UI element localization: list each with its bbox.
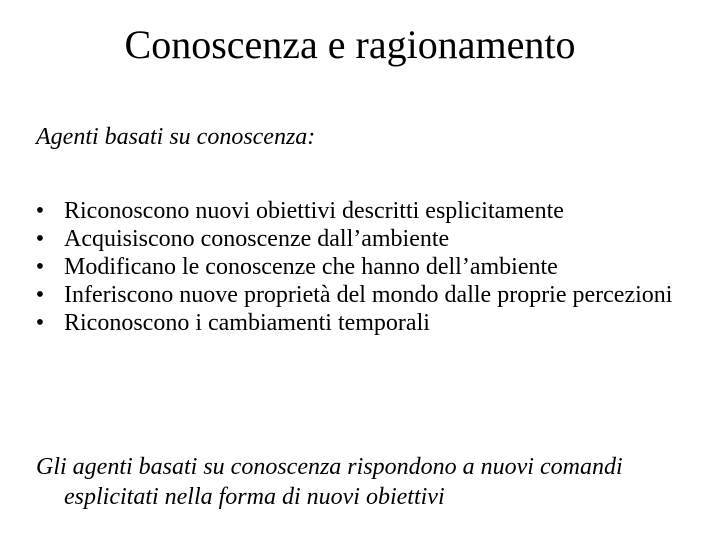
bullet-item <box>36 253 676 281</box>
bullet-item <box>36 197 676 225</box>
bullet-item <box>36 225 676 253</box>
bullet-text: Acquisiscono conoscenze dall’ambiente <box>64 226 450 252</box>
slide-title: Conoscenza e ragionamento <box>124 22 576 67</box>
bullet-icon: • <box>35 198 45 224</box>
intro-text: Agenti basati su conoscenza: <box>36 124 316 150</box>
bullet-item <box>36 309 676 337</box>
bullet-text: Inferiscono nuove proprietà del mondo dalle proprie percezioni <box>64 282 673 308</box>
bullet-icon: • <box>35 254 45 280</box>
bullet-text: Riconoscono i cambiamenti temporali <box>64 310 430 336</box>
bullet-icon: • <box>35 310 45 336</box>
bullet-list <box>36 197 676 337</box>
bullet-icon: • <box>35 282 45 308</box>
bullet-icon: • <box>35 226 45 252</box>
bullet-item <box>36 281 676 309</box>
bullet-text: Modificano le conoscenze che hanno dell’ambiente <box>64 254 558 280</box>
closing-text: Gli agenti basati su conoscenza rispondono a nuovi comandi esplicitati nella forma di nuovi obiettivi <box>36 454 623 510</box>
bullet-text: Riconoscono nuovi obiettivi descritti esplicitamente <box>64 198 564 224</box>
